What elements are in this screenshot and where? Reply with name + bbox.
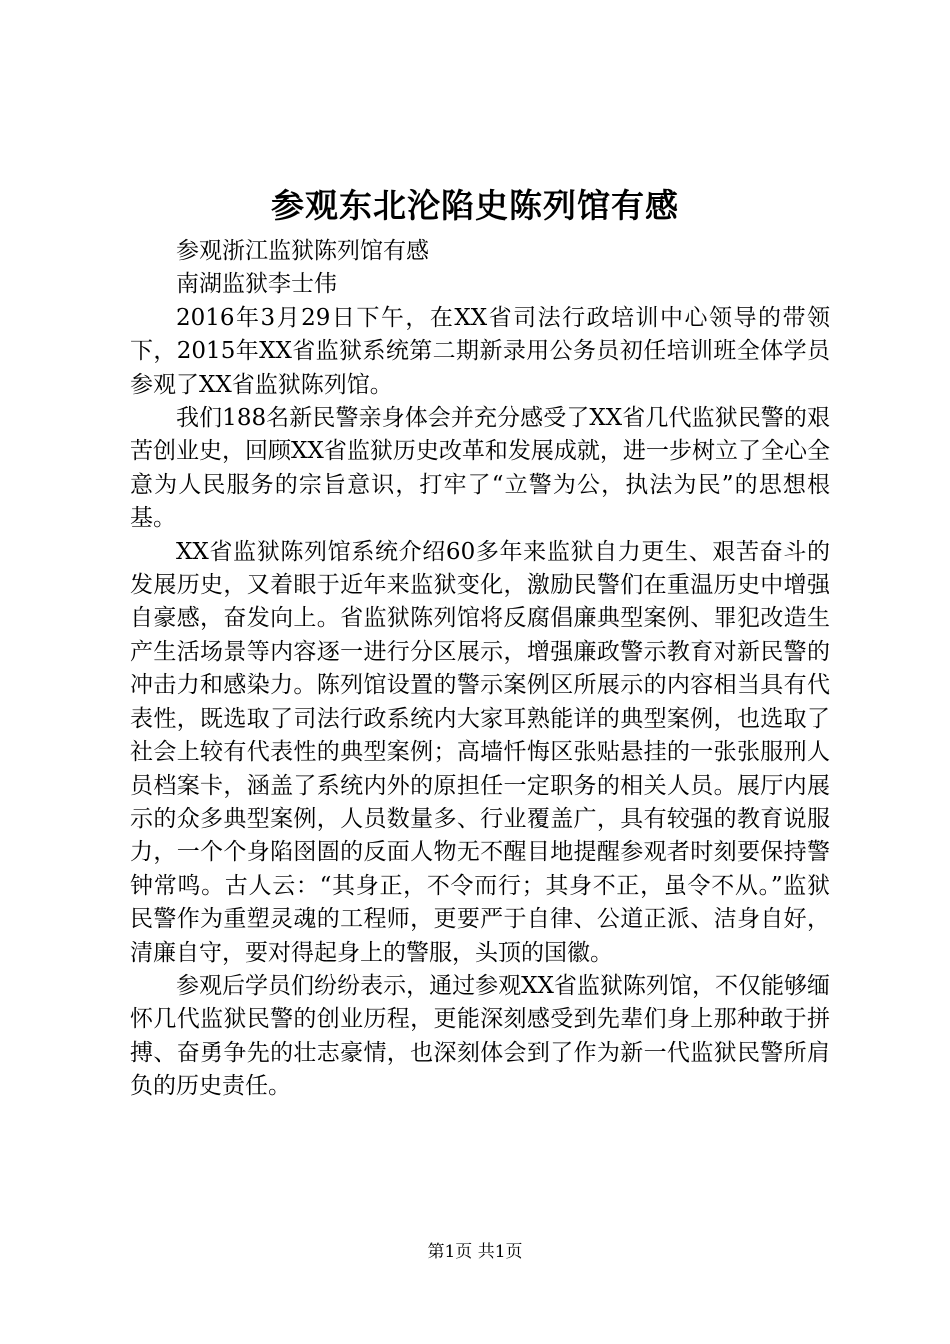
body-paragraph-3: XX省监狱陈列馆系统介绍60多年来监狱自力更生、艰苦奋斗的发展历史，又着眼于近年来监狱变化，激励民警们在重温历史中增强自豪感，奋发向上。省监狱陈列馆将反腐倡廉典型案例、罪犯改造生产生活场景等内容逐一进行分区展示，增强廉政警示教育对新民警的冲击力和感染力。陈列馆设置的警示案例区所展示的内容相当具有代表性，既选取了司法行政系统内大家耳熟能详的典型案例，也选取了社会上较有代表性的典型案例；高墙忏悔区张贴悬挂的一张张服刑人员档案卡，涵盖了系统内外的原担任一定职务的相关人员。展厅内展示的众多典型案例，人员数量多、行业覆盖广，具有较强的教育说服力，一个个身陷囹圄的反面人物无不醒目地提醒参观者时刻要保持警钟常鸣。古人云：“其身正，不令而行；其身不正，虽令不从。”监狱民警作为重塑灵魂的工程师，更要严于自律、公道正派、洁身自好，清廉自守，要对得起身上的警服，头顶的国徽。 (130, 538, 830, 966)
document-title: 参观东北沦陷史陈列馆有感 (271, 186, 679, 225)
body-paragraph-2: 我们188名新民警亲身体会并充分感受了XX省几代监狱民警的艰苦创业史，回顾XX省监狱历史改革和发展成就，进一步树立了全心全意为人民服务的宗旨意识，打牢了“立警为公，执法为民”的思想根基。 (130, 405, 830, 532)
subtitle-line: 参观浙江监狱陈列馆有感 (176, 238, 429, 264)
author-line: 南湖监狱李士伟 (176, 271, 337, 298)
document-body (130, 235, 830, 1104)
page-footer (0, 1240, 950, 1264)
page-number-indicator: 第1页 共1页 (427, 1242, 523, 1262)
body-paragraph-1: 2016年3月29日下午，在XX省司法行政培训中心领导的带领下，2015年XX省监狱系统第二期新录用公务员初任培训班全体学员参观了XX省监狱陈列馆。 (130, 304, 830, 398)
body-paragraph-4: 参观后学员们纷纷表示，通过参观XX省监狱陈列馆，不仅能够缅怀几代监狱民警的创业历程，更能深刻感受到先辈们身上那种敢于拼搏、奋勇争先的壮志豪情，也深刻体会到了作为新一代监狱民警所肩负的历史责任。 (130, 972, 830, 1100)
